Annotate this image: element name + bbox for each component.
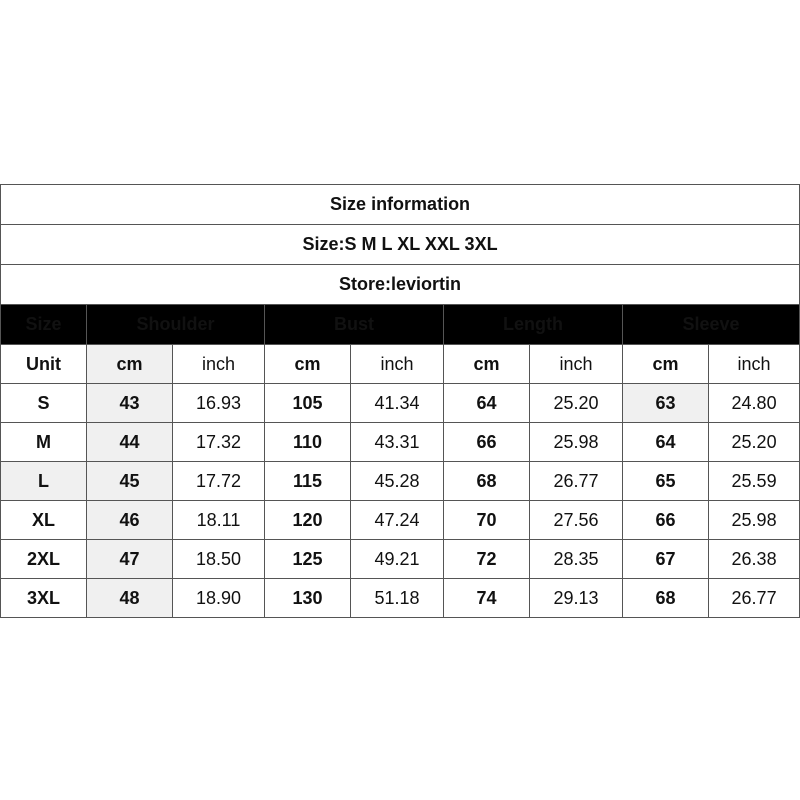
size-cell: L — [1, 462, 87, 501]
header-length: Length — [444, 305, 623, 345]
available-sizes: Size:S M L XL XXL 3XL — [1, 225, 800, 265]
table-title: Size information — [1, 185, 800, 225]
shoulder-inch: 18.90 — [173, 579, 265, 618]
bust-cm: 110 — [265, 423, 351, 462]
table-row — [1, 462, 800, 501]
unit-inch: inch — [530, 345, 623, 384]
bust-inch: 49.21 — [351, 540, 444, 579]
sleeve-inch: 26.38 — [709, 540, 800, 579]
header-size: Size — [1, 305, 87, 345]
shoulder-inch: 18.11 — [173, 501, 265, 540]
unit-inch: inch — [709, 345, 800, 384]
shoulder-cm: 45 — [87, 462, 173, 501]
unit-cm: cm — [87, 345, 173, 384]
length-inch: 26.77 — [530, 462, 623, 501]
length-cm: 72 — [444, 540, 530, 579]
sleeve-inch: 26.77 — [709, 579, 800, 618]
shoulder-inch: 18.50 — [173, 540, 265, 579]
length-inch: 25.98 — [530, 423, 623, 462]
length-inch: 28.35 — [530, 540, 623, 579]
bust-cm: 120 — [265, 501, 351, 540]
header-shoulder: Shoulder — [87, 305, 265, 345]
bust-cm: 115 — [265, 462, 351, 501]
unit-inch: inch — [173, 345, 265, 384]
size-cell: S — [1, 384, 87, 423]
bust-inch: 47.24 — [351, 501, 444, 540]
unit-cm: cm — [444, 345, 530, 384]
length-inch: 25.20 — [530, 384, 623, 423]
table-row — [1, 579, 800, 618]
length-cm: 68 — [444, 462, 530, 501]
header-sleeve: Sleeve — [623, 305, 800, 345]
size-cell: 2XL — [1, 540, 87, 579]
length-cm: 74 — [444, 579, 530, 618]
unit-cm: cm — [623, 345, 709, 384]
sleeve-cm: 67 — [623, 540, 709, 579]
table-row — [1, 423, 800, 462]
sleeve-cm: 66 — [623, 501, 709, 540]
sleeve-cm: 63 — [623, 384, 709, 423]
bust-cm: 125 — [265, 540, 351, 579]
length-cm: 70 — [444, 501, 530, 540]
shoulder-cm: 46 — [87, 501, 173, 540]
length-inch: 27.56 — [530, 501, 623, 540]
title-row — [1, 185, 800, 225]
shoulder-cm: 44 — [87, 423, 173, 462]
sleeve-inch: 24.80 — [709, 384, 800, 423]
bust-inch: 41.34 — [351, 384, 444, 423]
length-inch: 29.13 — [530, 579, 623, 618]
store-name: Store:leviortin — [1, 265, 800, 305]
bust-inch: 45.28 — [351, 462, 444, 501]
sizes-row — [1, 225, 800, 265]
shoulder-cm: 48 — [87, 579, 173, 618]
shoulder-inch: 17.72 — [173, 462, 265, 501]
length-cm: 64 — [444, 384, 530, 423]
size-cell: 3XL — [1, 579, 87, 618]
bust-cm: 130 — [265, 579, 351, 618]
header-bust: Bust — [265, 305, 444, 345]
bust-inch: 51.18 — [351, 579, 444, 618]
length-cm: 66 — [444, 423, 530, 462]
shoulder-inch: 16.93 — [173, 384, 265, 423]
unit-cm: cm — [265, 345, 351, 384]
table-row — [1, 540, 800, 579]
shoulder-cm: 47 — [87, 540, 173, 579]
sleeve-cm: 64 — [623, 423, 709, 462]
sleeve-cm: 65 — [623, 462, 709, 501]
bust-cm: 105 — [265, 384, 351, 423]
shoulder-inch: 17.32 — [173, 423, 265, 462]
sleeve-inch: 25.59 — [709, 462, 800, 501]
table-row — [1, 501, 800, 540]
header-row — [1, 305, 800, 345]
store-row — [1, 265, 800, 305]
sleeve-inch: 25.20 — [709, 423, 800, 462]
shoulder-cm: 43 — [87, 384, 173, 423]
unit-label: Unit — [1, 345, 87, 384]
sleeve-cm: 68 — [623, 579, 709, 618]
size-cell: XL — [1, 501, 87, 540]
table-row — [1, 384, 800, 423]
unit-row — [1, 345, 800, 384]
bust-inch: 43.31 — [351, 423, 444, 462]
sleeve-inch: 25.98 — [709, 501, 800, 540]
unit-inch: inch — [351, 345, 444, 384]
size-cell: M — [1, 423, 87, 462]
size-chart-table — [0, 184, 800, 618]
